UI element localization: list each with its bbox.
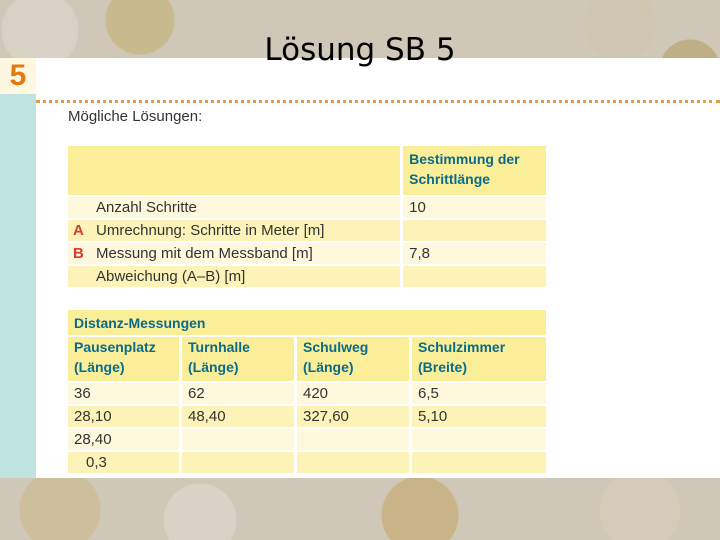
dotted-divider — [36, 100, 720, 103]
row-value: 10 — [402, 196, 546, 219]
table-cell: 62 — [181, 382, 296, 405]
table-row — [68, 242, 546, 265]
row-label-cell — [68, 219, 402, 242]
header-empty-cell — [68, 146, 402, 196]
column-header-text: Schulzimmer (Breite) — [418, 339, 506, 375]
table-title: Distanz-Messungen — [68, 310, 546, 336]
column-header — [296, 336, 411, 382]
slide-title: Lösung SB 5 — [264, 32, 456, 68]
column-header-text: Schulweg (Länge) — [303, 339, 369, 375]
table-row — [68, 428, 546, 451]
column-header — [68, 336, 181, 382]
table-cell — [296, 451, 411, 474]
header-step-length — [402, 146, 546, 196]
table-cell — [411, 451, 547, 474]
distance-table — [68, 310, 546, 475]
row-label: Abweichung (A–B) [m] — [96, 268, 246, 285]
row-letter: A — [73, 222, 84, 239]
row-label: Anzahl Schritte — [96, 199, 197, 216]
table-cell: 6,5 — [411, 382, 547, 405]
column-header-text: Pausenplatz (Länge) — [74, 339, 156, 375]
table-cell: 28,40 — [68, 428, 181, 451]
chapter-number: 5 — [0, 58, 36, 94]
column-header-text: Turnhalle (Länge) — [188, 339, 250, 375]
left-color-strip — [0, 58, 36, 478]
row-label: Messung mit dem Messband [m] — [96, 245, 313, 262]
table-row — [68, 265, 546, 288]
row-label-cell — [68, 265, 402, 288]
row-value: 7,8 — [402, 242, 546, 265]
column-header — [411, 336, 547, 382]
table-row — [68, 405, 546, 428]
row-label-cell — [68, 196, 402, 219]
table-cell: 420 — [296, 382, 411, 405]
subtitle: Mögliche Lösungen: — [68, 108, 203, 125]
table-cell — [181, 451, 296, 474]
table-title-row — [68, 310, 546, 336]
table-cell: 48,40 — [181, 405, 296, 428]
header-text: Bestimmung der Schrittlänge — [409, 151, 520, 187]
table-row — [68, 196, 546, 219]
table-cell: 5,10 — [411, 405, 547, 428]
table-header-row — [68, 336, 546, 382]
table-cell: 28,10 — [68, 405, 181, 428]
column-header — [181, 336, 296, 382]
table-cell: 36 — [68, 382, 181, 405]
row-letter: B — [73, 245, 84, 262]
table-row — [68, 382, 546, 405]
row-value — [402, 265, 546, 288]
table-cell — [411, 428, 547, 451]
table-cell: 0,3 — [68, 451, 181, 474]
row-label: Umrechnung: Schritte in Meter [m] — [96, 222, 325, 239]
table-cell — [181, 428, 296, 451]
table-cell: 327,60 — [296, 405, 411, 428]
table-row — [68, 219, 546, 242]
row-label-cell — [68, 242, 402, 265]
table-row — [68, 451, 546, 474]
row-value — [402, 219, 546, 242]
table-cell — [296, 428, 411, 451]
step-length-table — [68, 146, 546, 289]
table-header-row — [68, 146, 546, 196]
